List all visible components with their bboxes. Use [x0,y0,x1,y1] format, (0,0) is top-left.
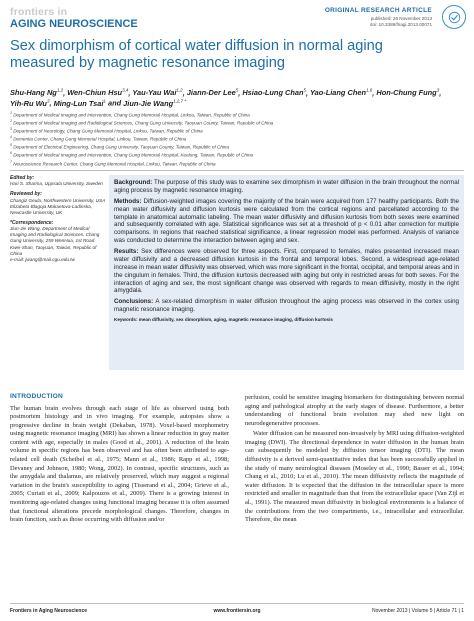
correspondence-label: *Correspondence: [10,219,54,226]
affiliation-item: $^5$ Department of Electrical Engineering, Chang Gung University, Taoyuan County, Taiwan, Republic of China [10,143,230,150]
affiliation-item: $^3$ Department of Neurology, Chang Gung Memorial Hospital, Linkou, Taiwan, Republic of China [10,127,203,134]
author[interactable]: Wen-Chiun Hsu$^{3,4}$ [67,88,129,98]
divider [10,170,464,171]
page-footer [10,606,464,616]
body-column-right [245,394,464,525]
affiliation-list [10,111,450,168]
author[interactable]: Jiann-Der Lee$^5$ [186,88,239,98]
author-list: Shu-Hang Ng$^{1,2}$, Wen-Chiun Hsu$^{3,4}$, Yau-Yau Wai$^{1,2}$, Jiann-Der Lee$^5$, Hsiao-Lung Chan$^5$, Yao-Liang Chen$^{1,6}$, Hon-Chung Fung$^3$, Yih-Ru Wu$^3$, Ming-Lun Tsai$^1$ and Jiun-Jie Wang$^{1,2,7 *}$ [10,88,442,108]
intro-paragraph: The human brain evolves through each stage of life as observed using both postmortem histology and in vivo imaging. For example, autopsies show a progressive decline in brain weight (Dekaban, 1978). Voxel-based morphometry using magnetic resonance imaging (MRI) has shown a linear reduction in gray matter content with age, especially in males (Good et al., 2001). A reduction of the brain volume in specific regions has been observed and has often been attributed to age-related cell death (Scheibel et al., 1975; Mann et al., 1986; Rapp et al., 1998; Devaney and Johnson, 1980; Wong, 2002). In contrast, specific structures, such as the amygdala and thalamus, are relatively preserved, which may suggest a regional variation in the brain's susceptibility to aging (Tisserand et al., 2004; Grieve et al., 2005; Curiati et al., 2009; Kalpouzos et al., 2009). There is a growing interest in monitoring age-related changes using functional imaging because it is often assumed that functional alterations precede morphological changes. Therefore, changes in brain function, such as those occurring with diffusion and/or [10,404,229,524]
abstract-methods: Methods: Diffusion-weighted images covering the majority of the brain were acquired from 177 healthy participants. Both the mean water diffusivity and diffusion kurtosis were calculated from the cortical regions and parcellated according to the template in anatomical automatic labeling. The mean water diffusivity and diffusion kurtosis from both sexes were examined and subsequently correlated with age. Statistical significance was set at a threshold of p < 0.01 after correction for multiple comparisons. In regions that reached statistical significance, a linear regression model was performed. Analysis of variance was conducted to determine the interaction between aging and sex. [114,197,459,245]
doi: doi: 10.3389/fnagi.2013.00071 [369,22,432,28]
footer-journal: Frontiers in Aging Neuroscience [10,608,88,614]
published-date: published: 26 November 2013 [370,15,432,21]
affiliation-item: $^4$ Dementia Center, Chang Gung Memorial Hospital, Linkou, Taiwan, Republic of China [10,135,187,142]
affiliation-item: $^6$ Department of Medical Imaging and Intervention, Chang Gung Memorial Hospital, Keelung, Taiwan, Republic of China [10,151,254,158]
author[interactable]: Yih-Ru Wu$^3$ [10,98,50,108]
affiliation-item: $^2$ Department of Medical Imaging and Radiological Sciences, Chang Gung University, Taoyuan County, Taiwan, Republic of China [10,119,274,126]
abstract-results: Results: Sex differences were observed for three aspects. First, compared to females, males presented increased mean water diffusivity and a decreased diffusion kurtosis in the frontal and temporal lobes. Second, a widespread age-related increase in mean water diffusivity was observed, which was more significant in the frontal, occipital, and temporal areas and in the cingulum in females. Third, the diffusion kurtosis decreased with aging but only in restricted areas for both sexes. For the interaction of aging and sex, the most significant change was observed with regards to mean diffusivity, mostly in the right amygdala. [114,248,459,295]
abstract-background: Background: The purpose of this study was to examine sex dimorphism in water diffusion in the brain throughout the normal aging process by magnetic resonance imaging. [114,179,460,194]
journal-logo [10,7,160,30]
abstract-conclusions: Conclusions: A sex-related dimorphism in water diffusion throughout the aging process was observed in the cortex using magnetic resonance imaging. [114,298,459,314]
body-column-left [10,394,229,525]
reviewer: Elizabeta Blagoja Mukaetova-Ladinska, Newcastle University, UK [10,203,93,215]
footer-citation: November 2013 | Volume 5 | Article 71 | 1 [371,608,464,614]
article-meta [325,8,432,28]
author[interactable]: Yao-Liang Chen$^{1,6}$ [310,88,373,98]
author[interactable]: Hon-Chung Fung$^3$ [376,88,440,98]
intro-paragraph: Water diffusion can be measured non-invasively by MRI using diffusion-weighted imaging (DWI). The directional dependence in water diffusion in the human brain can subsequently be modeled by diffusion tensor imaging (DTI). The mean diffusivity is a derived semi-quantitative index that has been successfully applied in the study of many neurological diseases (Moseley et al., 1990; Basser et al., 1994; Chang et al., 2010; Lu et al., 2010). The mean diffusivity reflects the magnitude of water diffusion. It is expected that the diffusion in the intracellular space is more restricted and smaller in magnitude than that from the extracellular space (Van Zijl et al., 1991). The measured mean diffusivity in biological environments is a balance of the contributions from the two compartments, i.e., intracellular and extracellular. Therefore, the mean [245,430,464,524]
author[interactable]: Ming-Lun Tsai$^1$ [53,98,106,108]
correspondence-address: Jiun-Jie Wang, Department of Medical Imaging and Radiological Sciences, Chang Gung University, 259 WenHua, 1st Road Kwei-Shan, Taoyuan, Taiwan, Republic of China [10,226,100,256]
author[interactable]: Hsiao-Lung Chan$^5$ [242,88,307,98]
journal-name-top: frontiers in [10,6,68,18]
abstract [109,175,464,370]
reviewer: Changiz Geula, Northwestern University, USA [10,197,106,203]
article-title: Sex dimorphism of cortical water diffusion in normal aging measured by magnetic resonance imaging [10,38,383,72]
edited-by: Hari S. Sharma, Uppsala University, Sweden [10,181,103,187]
footer-divider [10,603,464,604]
section-heading: INTRODUCTION [10,393,63,400]
journal-name-bottom: AGING NEUROSCIENCE [10,17,138,30]
seal-icon [442,5,466,29]
article-type: ORIGINAL RESEARCH ARTICLE [324,7,432,14]
correspondence-email[interactable]: e-mail: jwang@mail.cgu.edu.tw [10,256,75,262]
author[interactable]: Jiun-Jie Wang$^{1,2,7 *}$ [123,98,187,108]
author[interactable]: Shu-Hang Ng$^{1,2}$ [10,88,64,98]
editor-sidebar [10,175,106,267]
reviewed-by-label: Reviewed by: [10,191,42,198]
affiliation-item: $^1$ Department of Medical Imaging and Intervention, Chang Gung Memorial Hospital, Linkou, Taiwan, Republic of China [10,111,250,118]
affiliation-item: $^7$ Neuroscience Research Center, Chang Gung Memorial Hospital, Linkou, Taiwan, Republic of China [10,159,216,167]
author[interactable]: Yau-Yau Wai$^{1,2}$ [132,88,183,98]
edited-by-label: Edited by: [10,175,35,181]
intro-paragraph: perfusion, could be sensitive imaging biomarkers for distinguishing between normal aging and pathological atrophy at the early stages of disease. Furthermore, a better understanding of functional brain evolution may shed new light on neurodegenerative processes. [245,394,464,427]
keywords: Keywords: mean diffusivity, sex dimorphism, aging, magnetic resonance imaging, diffusion kurtosis [114,317,333,322]
footer-website[interactable]: www.frontiersin.org [213,608,261,614]
